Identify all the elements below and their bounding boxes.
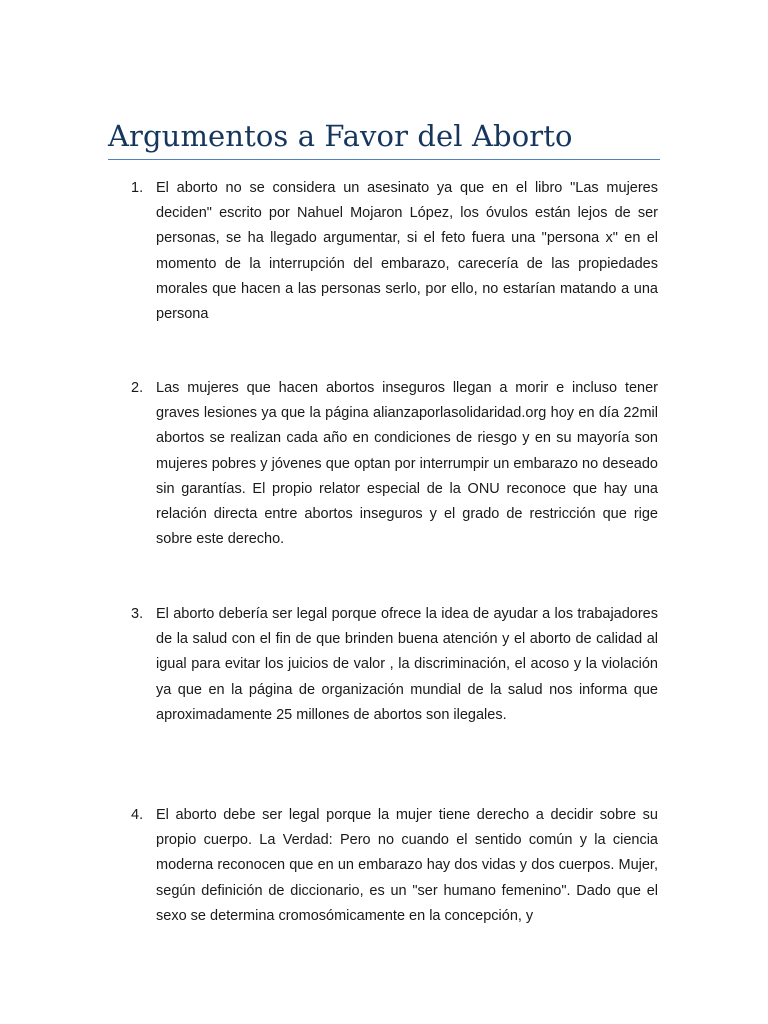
page-title: Argumentos a Favor del Aborto	[108, 119, 573, 153]
list-item-number: 4.	[131, 807, 144, 823]
list-item-text: El aborto debe ser legal porque la mujer tiene derecho a decidir sobre su propio cuerpo. La Verdad: Pero no cuando el sentido común y la ciencia moderna reconocen que en un embarazo hay dos vidas y dos cuerpos. Mujer, según definición de diccionario, es un "ser humano femenino". Dado que el sexo se determina cromosómicamente en la concepción, y	[156, 807, 658, 924]
list-item-text: El aborto debería ser legal porque ofrece la idea de ayudar a los trabajadores de la salud con el fin de que brinden buena atención y el aborto de calidad al igual para evitar los juicios de valor , la discriminación, el acoso y la violación ya que en la página de organización mundial de la salud nos informa que aproximadamente 25 millones de abortos son ilegales.	[156, 606, 658, 723]
list-item-text: El aborto no se considera un asesinato ya que en el libro "Las mujeres deciden" escrito por Nahuel Mojaron López, los óvulos están lejos de ser personas, se ha llegado argumentar, si el feto fuera una "persona x" en el momento de la interrupción del embarazo, carecería de las propiedades morales que hacen a las personas serlo, por ello, no estarían matando a una persona	[156, 180, 658, 323]
list-item-number: 1.	[131, 180, 144, 196]
list-item-number: 3.	[131, 606, 144, 622]
list-item-number: 2.	[131, 380, 144, 396]
list-item-text: Las mujeres que hacen abortos inseguros llegan a morir e incluso tener graves lesiones ya que la página alianzaporlasolidaridad.org hoy en día 22mil abortos se realizan cada año en condiciones de riesgo y en su mayoría son mujeres pobres y jóvenes que optan por interrumpir un embarazo no deseado sin garantías. El propio relator especial de la ONU reconoce que hay una relación directa entre abortos inseguros y el grado de restricción que rige sobre este derecho.	[156, 380, 658, 548]
